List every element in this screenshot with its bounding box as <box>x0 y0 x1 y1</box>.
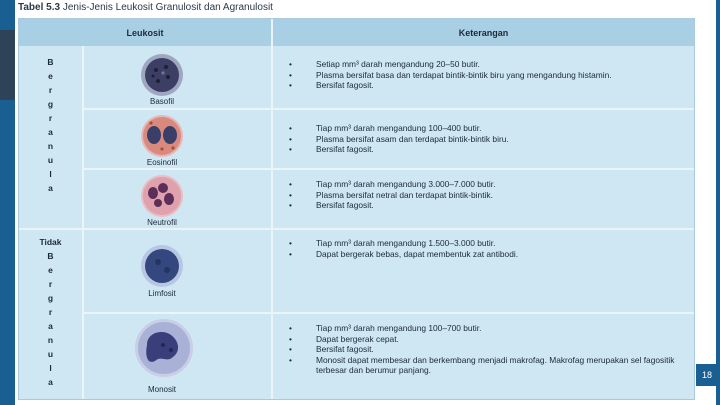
desc-item: • Setiap mm³ darah mengandung 20–50 butir. <box>289 59 684 70</box>
desc-item: • Plasma bersifat basa dan terdapat bintik-bintik biru yang mengandung histamin. <box>289 70 684 81</box>
desc-item: • Monosit dapat membesar dan berkembang menjadi makrofag. Makrofag merupakan sel fagositik terbesar dan berumur panjang. <box>289 355 684 376</box>
row-divider <box>82 168 694 170</box>
cell-name-monosit: Monosit <box>147 385 176 394</box>
neutrophil-cell-image <box>139 173 185 219</box>
desc-monosit <box>289 323 684 376</box>
desc-item: • Dapat bergerak bebas, dapat membentuk zat antibodi. <box>289 249 684 260</box>
group-divider <box>19 228 694 230</box>
desc-eosinofil <box>289 123 684 155</box>
column-divider <box>271 19 273 399</box>
header-leukosit: Leukosit <box>19 19 271 46</box>
desc-item: • Bersifat fagosit. <box>289 144 684 155</box>
desc-item: • Dapat bergerak cepat. <box>289 334 684 345</box>
right-accent-bar <box>716 0 720 405</box>
desc-item: • Tiap mm³ darah mengandung 1.500–3.000 butir. <box>289 238 684 249</box>
left-accent-block <box>0 30 15 100</box>
desc-item: • Bersifat fagosit. <box>289 200 684 211</box>
desc-neutrofil <box>289 179 684 211</box>
cell-name-limfosit: Limfosit <box>148 289 176 298</box>
group-divider-tidak <box>82 230 84 399</box>
monocyte-cell-image <box>133 317 195 379</box>
desc-limfosit <box>289 238 684 259</box>
cell-name-basofil: Basofil <box>149 97 174 106</box>
basophil-cell-image <box>139 52 185 98</box>
desc-item: • Tiap mm³ darah mengandung 100–700 butir. <box>289 323 684 334</box>
page-number-badge: 18 <box>696 364 718 386</box>
group-label-tidak: Tidak B e r g r a n u l a <box>19 235 82 389</box>
table-title <box>18 2 273 13</box>
eosinophil-cell-image <box>139 113 185 159</box>
table-caption: Jenis-Jenis Leukosit Granulosit dan Agranulosit <box>62 2 273 13</box>
row-divider <box>82 312 694 314</box>
lymphocyte-cell-image <box>139 243 185 289</box>
leukocyte-table <box>18 18 695 400</box>
desc-basofil <box>289 59 684 91</box>
group-label-tidak-word: Tidak <box>39 237 62 247</box>
desc-item: • Bersifat fagosit. <box>289 80 684 91</box>
table-number: Tabel 5.3 <box>18 2 61 13</box>
cell-name-eosinofil: Eosinofil <box>146 158 178 167</box>
desc-item: • Plasma bersifat asam dan terdapat bintik-bintik biru. <box>289 134 684 145</box>
desc-item: • Tiap mm³ darah mengandung 3.000–7.000 butir. <box>289 179 684 190</box>
cell-name-neutrofil: Neutrofil <box>147 218 177 227</box>
group-label-bergranula: B e r g r a n u l a <box>47 57 54 193</box>
row-divider <box>82 108 694 110</box>
group-divider-bergranula <box>82 46 84 228</box>
desc-item: • Plasma bersifat netral dan terdapat bintik-bintik. <box>289 190 684 201</box>
desc-item: • Tiap mm³ darah mengandung 100–400 butir. <box>289 123 684 134</box>
desc-item: • Bersifat fagosit. <box>289 344 684 355</box>
header-keterangan: Keterangan <box>273 19 694 46</box>
